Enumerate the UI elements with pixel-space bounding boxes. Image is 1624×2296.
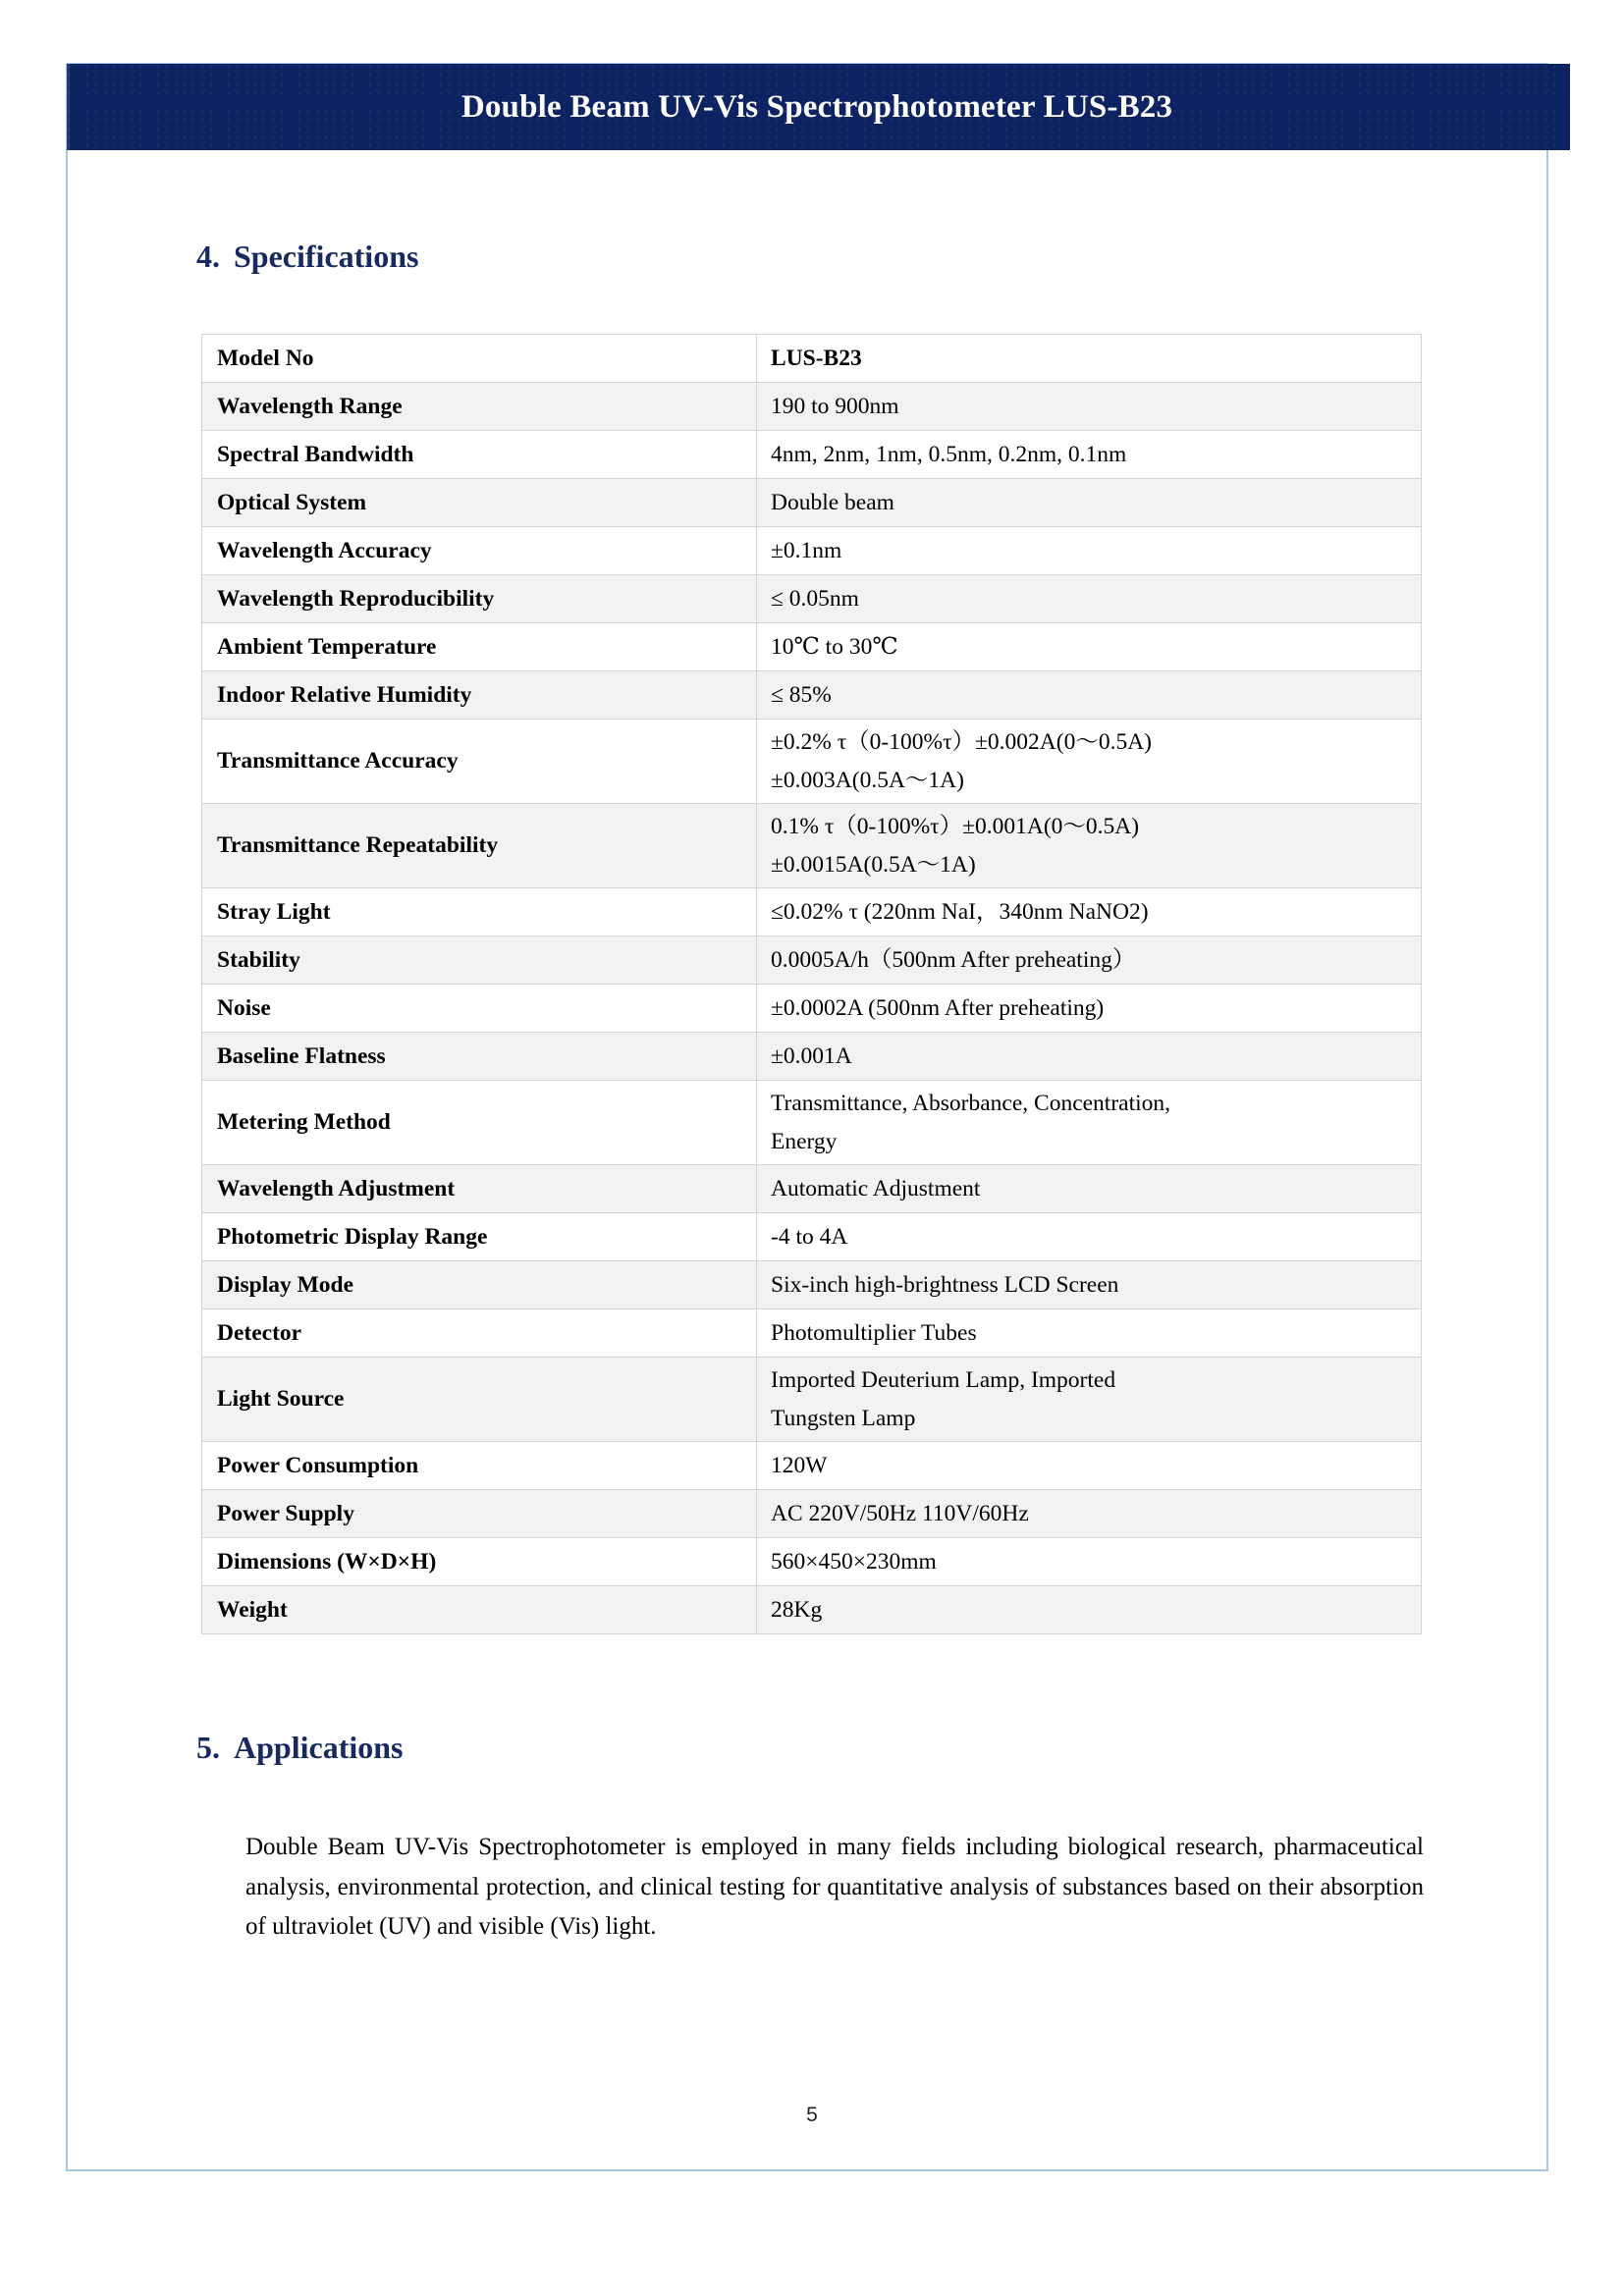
table-row [202,1538,1422,1586]
table-row [202,1213,1422,1261]
table-row [202,1165,1422,1213]
spec-value-line: ≤0.02% τ (220nm NaI，340nm NaNO2) [771,898,1149,925]
spec-label-cell: Power Consumption [202,1442,757,1490]
table-row [202,335,1422,383]
spec-value-cell [757,1213,1422,1261]
table-row [202,479,1422,527]
spec-value-cell [757,383,1422,431]
spec-value-line: Tungsten Lamp [771,1405,916,1431]
spec-label-cell: Wavelength Range [202,383,757,431]
section-heading-applications [196,1730,403,1766]
section-heading-specifications [196,239,418,275]
spec-label-cell: Transmittance Accuracy [202,720,757,804]
spec-label-cell: Transmittance Repeatability [202,804,757,888]
spec-value-cell [757,1261,1422,1309]
spec-value-line: 10℃ to 30℃ [771,633,898,660]
spec-label-cell: Stray Light [202,888,757,936]
spec-value-line: ±0.001A [771,1042,852,1069]
spec-value-cell [757,1442,1422,1490]
spec-label-cell: Wavelength Accuracy [202,527,757,575]
table-row [202,527,1422,575]
spec-value-line: 28Kg [771,1596,823,1623]
spec-label-cell: Weight [202,1586,757,1634]
specifications-table [201,334,1422,1634]
spec-value-line: Six-inch high-brightness LCD Screen [771,1271,1119,1298]
spec-value-cell [757,1165,1422,1213]
document-header-banner [67,64,1567,150]
table-row [202,936,1422,985]
spec-label-cell: Indoor Relative Humidity [202,671,757,720]
spec-value-cell [757,985,1422,1033]
spec-value-line: 0.1% τ（0-100%τ）±0.001A(0～0.5A) [771,814,1140,840]
table-row [202,431,1422,479]
spec-label-cell: Ambient Temperature [202,623,757,671]
spec-value-cell [757,804,1422,888]
spec-value-line: ±0.0002A (500nm After preheating) [771,994,1105,1021]
spec-value-cell [757,527,1422,575]
spec-label-cell: Detector [202,1309,757,1358]
spec-label-cell: Model No [202,335,757,383]
spec-value-cell [757,575,1422,623]
table-row [202,804,1422,888]
spec-label-cell: Baseline Flatness [202,1033,757,1081]
spec-value-cell [757,1309,1422,1358]
spec-value-cell [757,479,1422,527]
table-row [202,1586,1422,1634]
spec-label-cell: Display Mode [202,1261,757,1309]
spec-value-line: Transmittance, Absorbance, Concentration, [771,1091,1171,1117]
spec-value-line: Double beam [771,489,894,515]
spec-value-cell [757,671,1422,720]
table-row [202,1490,1422,1538]
spec-label-cell: Power Supply [202,1490,757,1538]
spec-value-line: ±0.1nm [771,537,842,563]
spec-value-line: ±0.0015A(0.5A～1A) [771,851,976,878]
spec-label-cell: Metering Method [202,1081,757,1165]
table-row [202,623,1422,671]
spec-label-cell: Wavelength Adjustment [202,1165,757,1213]
spec-value-cell [757,1586,1422,1634]
table-row [202,1261,1422,1309]
spec-label-cell: Dimensions (W×D×H) [202,1538,757,1586]
spec-value-cell [757,1538,1422,1586]
section-number-applications: 5. [196,1730,220,1765]
spec-value-cell [757,623,1422,671]
table-row [202,720,1422,804]
section-title-specifications: Specifications [234,239,419,274]
table-row [202,985,1422,1033]
spec-value-line: 120W [771,1452,828,1478]
spec-value-line: Automatic Adjustment [771,1175,981,1201]
spec-label-cell: Spectral Bandwidth [202,431,757,479]
applications-body-text: Double Beam UV-Vis Spectrophotometer is employed in many fields including biological research, pharmaceutical analysis, environmental protection, and clinical testing for quantitative analysis of substances based on their absorption of ultraviolet (UV) and visible (Vis) light. [245,1834,1424,1940]
spec-label-cell: Noise [202,985,757,1033]
spec-label-cell: Wavelength Reproducibility [202,575,757,623]
spec-value-line: 4nm, 2nm, 1nm, 0.5nm, 0.2nm, 0.1nm [771,441,1127,467]
spec-value-line: Imported Deuterium Lamp, Imported [771,1367,1116,1394]
spec-value-cell [757,888,1422,936]
table-row [202,671,1422,720]
table-row [202,1033,1422,1081]
specifications-table-body [202,335,1422,1634]
spec-label-cell: Optical System [202,479,757,527]
table-row [202,1358,1422,1442]
spec-value-line: 0.0005A/h（500nm After preheating） [771,946,1136,973]
spec-value-line: 560×450×230mm [771,1548,937,1575]
page-number: 5 [806,2104,818,2126]
document-title: Double Beam UV-Vis Spectrophotometer LUS-B23 [460,88,1173,125]
section-number-specifications: 4. [196,239,220,274]
spec-value-line: ±0.2% τ（0-100%τ）±0.002A(0～0.5A) [771,729,1153,756]
spec-label-cell: Photometric Display Range [202,1213,757,1261]
spec-label-cell: Light Source [202,1358,757,1442]
spec-value-line: ±0.003A(0.5A～1A) [771,767,964,793]
spec-value-cell [757,1358,1422,1442]
spec-value-cell [757,720,1422,804]
table-row [202,383,1422,431]
table-row [202,1309,1422,1358]
spec-value-line: AC 220V/50Hz 110V/60Hz [771,1500,1029,1526]
spec-value-line: Photomultiplier Tubes [771,1319,977,1346]
table-row [202,575,1422,623]
spec-value-cell [757,1033,1422,1081]
table-row [202,888,1422,936]
spec-value-line: Energy [771,1128,838,1154]
table-row [202,1081,1422,1165]
spec-value-line: ≤ 0.05nm [771,585,859,612]
spec-label-cell: Stability [202,936,757,985]
table-row [202,1442,1422,1490]
spec-value-cell [757,431,1422,479]
spec-value-cell [757,1081,1422,1165]
spec-value-line: ≤ 85% [771,681,832,708]
spec-value-cell [757,936,1422,985]
spec-value-cell [757,335,1422,383]
section-title-applications: Applications [234,1730,404,1765]
spec-value-line: 190 to 900nm [771,393,899,419]
spec-value-cell [757,1490,1422,1538]
spec-value-line: LUS-B23 [771,345,862,371]
spec-value-line: -4 to 4A [771,1223,848,1250]
